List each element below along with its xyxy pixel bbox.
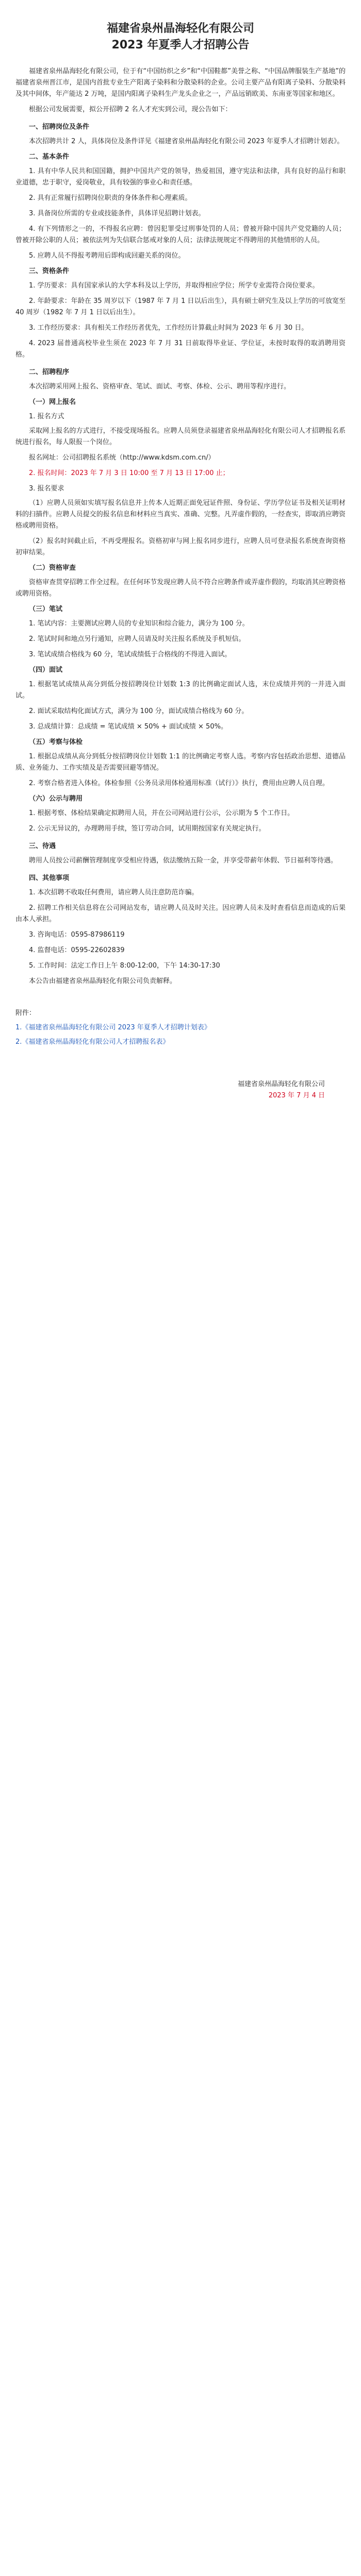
paragraph: 本公告由福建省泉州晶海轻化有限公司负责解释。 [29,977,177,985]
paragraph: 5. 工作时间：法定工作日上午 8:00-12:00，下午 14:30-17:30 [29,962,220,970]
subsection-heading: （三）笔试 [29,605,63,613]
paragraph: 3. 总成绩计算：总成绩 = 笔试成绩 × 50% + 面试成绩 × 50%。 [29,723,227,731]
subsection-heading: 二、基本条件 [29,153,70,161]
paragraph: 2. 考察合格者进入体检。体检参照《公务员录用体检通用标准（试行）》执行，费用由应聘人员自理。 [29,779,330,787]
paragraph: 2. 笔试时间和地点另行通知，应聘人员请及时关注报名系统及手机短信。 [29,635,245,643]
subsection-heading: （六）公示与聘用 [29,795,83,803]
document-title: 福建省泉州晶海轻化有限公司 [106,22,254,35]
document-subtitle: 2023 年夏季人才招聘公告 [111,39,250,52]
paragraph: 本次招聘采用网上报名、资格审查、笔试、面试、考察、体检、公示、聘用等程序进行。 [29,383,291,391]
paragraph: 聘用人员按公司薪酬管理制度享受相应待遇，依法缴纳五险一金，并享受带薪年休假、节日福利等待遇。 [29,857,338,865]
paragraph: 报名网址：公司招聘报名系统（http://www.kdsm.com.cn/） [29,454,215,462]
paragraph: 本次招聘共计 2 人，具体岗位及条件详见《福建省泉州晶海轻化有限公司 2023 年夏季人才招聘计划表》。 [29,138,344,145]
paragraph: 2. 公示无异议的，办理聘用手续，签订劳动合同，试用期按国家有关规定执行。 [29,825,266,833]
subsection-heading: （二）资格审查 [29,564,76,572]
paragraph: 1. 学历要求：具有国家承认的大学本科及以上学历，并取得相应学位；所学专业需符合岗位要求。 [29,282,319,290]
paragraph: 1. 根据笔试成绩从高分到低分按招聘岗位计划数 1:3 的比例确定面试人选，末位成绩并列的一并进入面试。 [15,681,346,700]
signature-block [15,1079,346,1101]
item-heading: 1. 报名方式 [29,413,64,420]
paragraph: 1. 本次招聘不收取任何费用，请应聘人员注意防范诈骗。 [29,889,199,896]
paragraph: 4. 有下列情形之一的，不得报名应聘：曾因犯罪受过刑事处罚的人员；曾被开除中国共产党党籍的人员；曾被开除公职的人员；被依法列为失信联合惩戒对象的人员；法律法规规定不得聘用的其他情形的人员。 [15,225,346,244]
signature-org: 福建省泉州晶海轻化有限公司 [237,1080,325,1088]
subsection-heading: 三、资格条件 [29,267,70,275]
paragraph: 2. 年龄要求：年龄在 35 周岁以下（1987 年 7 月 1 日以后出生），具有硕士研究生及以上学历的可放宽至 40 周岁（1982 年 7 月 1 日以后出生）。 [15,297,346,316]
subsection-heading: （一）网上报名 [29,398,76,406]
subsection-heading: （四）面试 [29,666,63,674]
intro-paragraph-2: 根据公司发展需要，拟公开招聘 2 名人才充实到公司，现公告如下： [29,106,232,113]
attachments-label: 附件： [15,1009,36,1017]
subsection-heading: （五）考察与体检 [29,738,83,746]
highlighted-paragraph: 2. 报名时间：2023 年 7 月 3 日 10:00 至 7 月 13 日 17:00 止； [29,469,229,477]
item-heading: 3. 报名要求 [29,485,64,493]
attachment-link-1[interactable]: 1.《福建省泉州晶海轻化有限公司 2023 年夏季人才招聘计划表》 [15,1024,211,1031]
paragraph: 1. 具有中华人民共和国国籍，拥护中国共产党的领导，热爱祖国，遵守宪法和法律，具有良好的品行和职业道德，忠于职守，爱岗敬业，具有较强的事业心和责任感。 [15,167,346,187]
paragraph: 3. 工作经历要求：具有相关工作经历者优先，工作经历计算截止时间为 2023 年 6 月 30 日。 [29,324,308,332]
paragraph: 2. 具有正常履行招聘岗位职责的身体条件和心理素质。 [29,194,192,202]
signature-date: 2023 年 7 月 4 日 [268,1092,325,1099]
paragraph: 1. 根据考察、体检结果确定拟聘用人员，并在公司网站进行公示，公示期为 5 个工作日。 [29,809,294,817]
paragraph: 2. 面试采取结构化面试方式，满分为 100 分，面试成绩合格线为 60 分。 [29,707,249,715]
paragraph: 5. 应聘人员不得报考聘用后即构成回避关系的岗位。 [29,252,185,260]
attachments [15,1008,346,1048]
intro-paragraph-1: 福建省泉州晶海轻化有限公司，位于有“中国纺织之乡”和“中国鞋都”美誉之称、“中国品牌服装生产基地”的福建省泉州晋江市，是国内首批专业生产阳离子染料和分散染料的企业。公司主要产品有阳离子染料、分散染料及其中间体，年产能达 2 万吨，是国内阳离子染料生产龙头企业之一，产品远销欧美、东南亚等国家和地区。 [15,67,346,98]
document-page [15,0,346,1132]
paragraph: 1. 根据总成绩从高分到低分按招聘岗位计划数 1:1 的比例确定考察人选。考察内容包括政治思想、道德品质、业务能力、工作实绩及是否需要回避等情况。 [15,753,346,772]
attachment-link-2[interactable]: 2.《福建省泉州晶海轻化有限公司人才招聘报名表》 [15,1038,170,1046]
paragraph: （2）报名时间截止后，不再受理报名。资格初审与网上报名同步进行，应聘人员可登录报名系统查询资格初审结果。 [15,537,346,556]
section-heading: 四、其他事项 [29,874,70,882]
paragraph: 采取网上报名的方式进行，不接受现场报名。应聘人员须登录福建省泉州晶海轻化有限公司人才招聘报名系统进行报名，每人限报一个岗位。 [15,427,346,446]
section-heading: 三、待遇 [29,842,56,850]
paragraph: 2. 招聘工作相关信息将在公司网站发布，请应聘人员及时关注。因应聘人员未及时查看信息而造成的后果由本人承担。 [15,904,346,923]
paragraph: 资格审查贯穿招聘工作全过程。在任何环节发现应聘人员不符合应聘条件或弄虚作假的，均取消其应聘资格或聘用资格。 [15,579,346,598]
paragraph: 3. 具备岗位所需的专业或技能条件，具体详见招聘计划表。 [29,210,205,217]
paragraph: 4. 监督电话：0595-22602839 [29,946,125,954]
paragraph: 4. 2023 届普通高校毕业生须在 2023 年 7 月 31 日前取得毕业证、学位证，未按时取得的取消聘用资格。 [15,340,346,359]
intro [15,66,346,115]
body-sections [15,122,346,987]
paragraph: （1）应聘人员须如实填写报名信息并上传本人近期正面免冠证件照、身份证、学历学位证书及相关证明材料的扫描件。应聘人员提交的报名信息和材料应当真实、准确、完整。凡弄虚作假的，一经查实，即取消应聘资格或聘用资格。 [15,499,346,530]
section-heading: 二、招聘程序 [29,368,70,376]
paragraph: 3. 咨询电话：0595-87986119 [29,931,125,939]
section-heading: 一、招聘岗位及条件 [29,123,90,131]
paragraph: 3. 笔试成绩合格线为 60 分，笔试成绩低于合格线的不得进入面试。 [29,651,232,658]
paragraph: 1. 笔试内容：主要测试应聘人员的专业知识和综合能力，满分为 100 分。 [29,620,249,628]
